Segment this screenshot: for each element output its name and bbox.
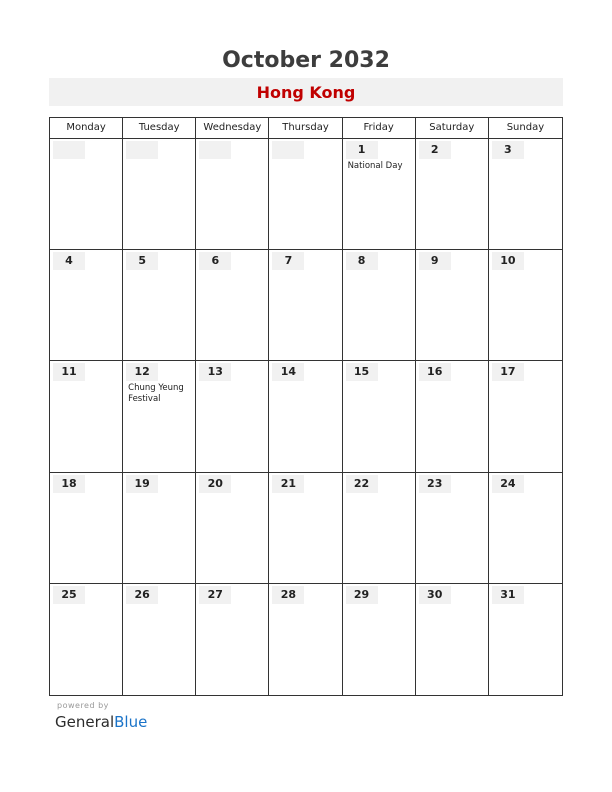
day-number: 24 — [492, 475, 524, 493]
calendar-title: October 2032 — [222, 48, 390, 73]
day-cell — [343, 361, 416, 471]
week-row — [50, 584, 562, 695]
brand-general-text: General — [55, 713, 115, 731]
day-cell — [196, 361, 269, 471]
weekday-header-tuesday: Tuesday — [123, 118, 196, 138]
day-number: 14 — [272, 363, 304, 381]
weekday-header-monday: Monday — [50, 118, 123, 138]
day-number: 28 — [272, 586, 304, 604]
day-cell — [50, 250, 123, 360]
day-cell — [343, 584, 416, 695]
day-cell — [416, 361, 489, 471]
day-number: 7 — [272, 252, 304, 270]
day-cell — [343, 139, 416, 249]
day-cell — [123, 250, 196, 360]
day-number: 8 — [346, 252, 378, 270]
day-number: 2 — [419, 141, 451, 159]
day-number — [126, 141, 158, 159]
day-cell — [416, 584, 489, 695]
day-cell — [196, 250, 269, 360]
day-number: 18 — [53, 475, 85, 493]
day-cell — [50, 361, 123, 471]
weekday-header-row — [50, 118, 562, 139]
day-cell — [416, 250, 489, 360]
day-number: 31 — [492, 586, 524, 604]
day-number: 20 — [199, 475, 231, 493]
day-cell — [343, 473, 416, 583]
day-number: 6 — [199, 252, 231, 270]
day-number — [199, 141, 231, 159]
day-cell — [489, 139, 562, 249]
day-cell — [123, 473, 196, 583]
day-number: 15 — [346, 363, 378, 381]
day-cell — [123, 361, 196, 471]
weekday-header-thursday: Thursday — [269, 118, 342, 138]
day-number: 27 — [199, 586, 231, 604]
week-row — [50, 139, 562, 250]
day-number: 9 — [419, 252, 451, 270]
day-number: 23 — [419, 475, 451, 493]
day-cell — [269, 139, 342, 249]
day-number: 25 — [53, 586, 85, 604]
day-cell — [489, 361, 562, 471]
region-banner — [49, 78, 563, 106]
weekday-header-wednesday: Wednesday — [196, 118, 269, 138]
holiday-label: Chung Yeung Festival — [128, 383, 184, 405]
day-cell — [489, 584, 562, 695]
brand-blue-text: Blue — [114, 713, 148, 731]
day-number: 11 — [53, 363, 85, 381]
weekday-header-saturday: Saturday — [416, 118, 489, 138]
week-row — [50, 250, 562, 361]
day-number: 21 — [272, 475, 304, 493]
day-number: 13 — [199, 363, 231, 381]
day-cell — [50, 584, 123, 695]
day-cell — [269, 473, 342, 583]
day-cell — [416, 139, 489, 249]
day-cell — [123, 139, 196, 249]
day-number: 30 — [419, 586, 451, 604]
day-cell — [416, 473, 489, 583]
day-cell — [196, 139, 269, 249]
day-cell — [50, 139, 123, 249]
day-cell — [196, 584, 269, 695]
region-label: Hong Kong — [256, 83, 356, 102]
day-number: 5 — [126, 252, 158, 270]
week-row — [50, 361, 562, 472]
day-number: 3 — [492, 141, 524, 159]
weeks-container — [50, 139, 562, 695]
day-cell — [343, 250, 416, 360]
day-cell — [50, 473, 123, 583]
brand-logo[interactable] — [55, 712, 147, 732]
weekday-header-friday: Friday — [343, 118, 416, 138]
powered-by-label: powered by — [57, 701, 109, 710]
day-number: 1 — [346, 141, 378, 159]
day-number: 29 — [346, 586, 378, 604]
day-number: 17 — [492, 363, 524, 381]
day-number: 12 — [126, 363, 158, 381]
day-number: 4 — [53, 252, 85, 270]
day-cell — [269, 584, 342, 695]
day-cell — [196, 473, 269, 583]
holiday-label: National Day — [347, 161, 403, 171]
day-cell — [489, 250, 562, 360]
week-row — [50, 473, 562, 584]
footer-branding — [55, 700, 147, 732]
day-number — [53, 141, 85, 159]
day-cell — [269, 250, 342, 360]
day-number: 22 — [346, 475, 378, 493]
day-number: 19 — [126, 475, 158, 493]
day-cell — [269, 361, 342, 471]
calendar-grid — [49, 117, 563, 696]
day-cell — [489, 473, 562, 583]
day-number — [272, 141, 304, 159]
day-number: 16 — [419, 363, 451, 381]
day-number: 26 — [126, 586, 158, 604]
day-number: 10 — [492, 252, 524, 270]
day-cell — [123, 584, 196, 695]
weekday-header-sunday: Sunday — [506, 122, 545, 133]
